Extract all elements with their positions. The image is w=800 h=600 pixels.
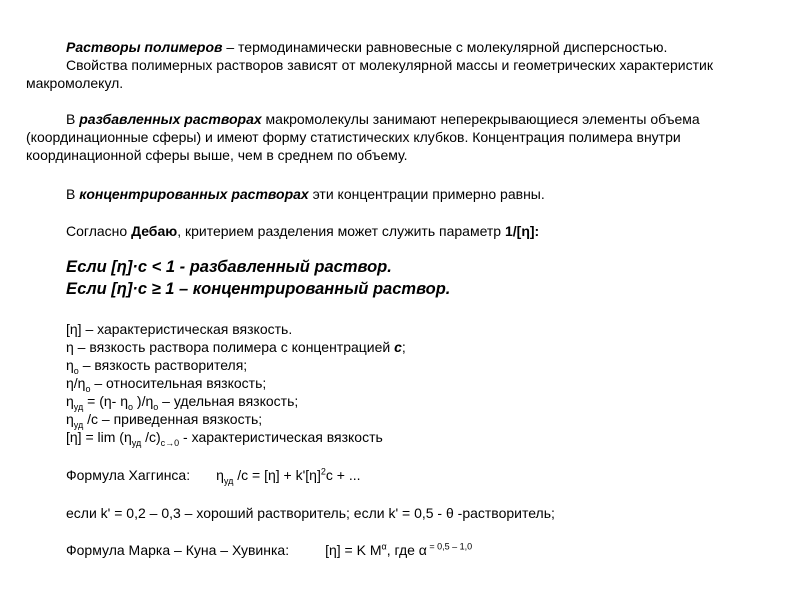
def-limit-formula: $[\eta] = \lim (\eta_{уд}$ $/c)_{c\to 0}$ - характеристическая вязкость [66, 429, 383, 448]
rule-dilute: Если [η]·c < 1 - разбавленный раствор. [66, 258, 392, 276]
def-specific-viscosity: $\eta_{уд} = (\eta-$ $\eta_o$ )$/\eta_o$ – удельная вязкость; [66, 393, 299, 412]
dilute-solutions-paragraph: В разбавленных растворах макромолекулы занимают неперекрывающиеся элементы объема (координационные сферы) и имеют форму статистических клубков. Концентрация полимера внутри координационной сферы выше, чем в среднем по объему. [26, 111, 700, 163]
mark-kuhn-houwink-formula: Формула Марка – Куна – Хувинка: [η] = K $M^\alpha$, где α $^{= 0,5 - 1,0}$ [66, 541, 473, 558]
rule-concentrated: Если [η]·c ≥ 1 – концентрированный раствор. [66, 280, 451, 298]
def-solvent-viscosity: $\eta_o$ – вязкость растворителя; [66, 357, 248, 376]
definitions-list [26, 320, 786, 446]
concentrated-solutions-paragraph: В концентрированных растворах эти концентрации примерно равны. [66, 186, 545, 202]
definition-polymer-solutions: Растворы полимеров – термодинамически равновесные с молекулярной дисперсностью. [66, 39, 668, 55]
huggins-formula: Формула Хаггинса: $\eta_{уд}$ $/c = [\eta] + k'[\eta]^2c$ + ... [66, 466, 361, 486]
def-reduced-viscosity: $\eta_{уд}$ /c – приведенная вязкость; [66, 411, 263, 430]
mkh-label: Формула Марка – Куна – Хувинка: [66, 542, 290, 558]
criteria-rules [26, 256, 786, 300]
debye-paragraph: Согласно Дебаю, критерием разделения может служить параметр 1/[η]: [66, 223, 540, 239]
debye-name: Дебаю [131, 223, 178, 239]
intro-section [26, 38, 786, 92]
def-intrinsic-viscosity: [η] – характеристическая вязкость. [66, 321, 293, 337]
def-solution-viscosity: η – вязкость раствора полимера с концентрацией c; [66, 339, 406, 355]
term-concentrated-solutions: концентрированных растворах [79, 186, 309, 202]
debye-parameter: 1/[η]: [504, 223, 540, 239]
huggins-label: Формула Хаггинса: [66, 467, 191, 483]
term-dilute-solutions: разбавленных растворах [79, 111, 262, 127]
def-relative-viscosity: $\eta/\eta_o$ – относительная вязкость; [66, 375, 267, 394]
solvent-quality-line: если k' = 0,2 – 0,3 – хороший растворитель; если k' = 0,5 - θ -растворитель; [66, 505, 555, 521]
properties-paragraph: Свойства полимерных растворов зависят от молекулярной массы и геометрических характеристик макромолекул. [26, 57, 713, 91]
term-polymer-solutions: Растворы полимеров [66, 39, 223, 55]
